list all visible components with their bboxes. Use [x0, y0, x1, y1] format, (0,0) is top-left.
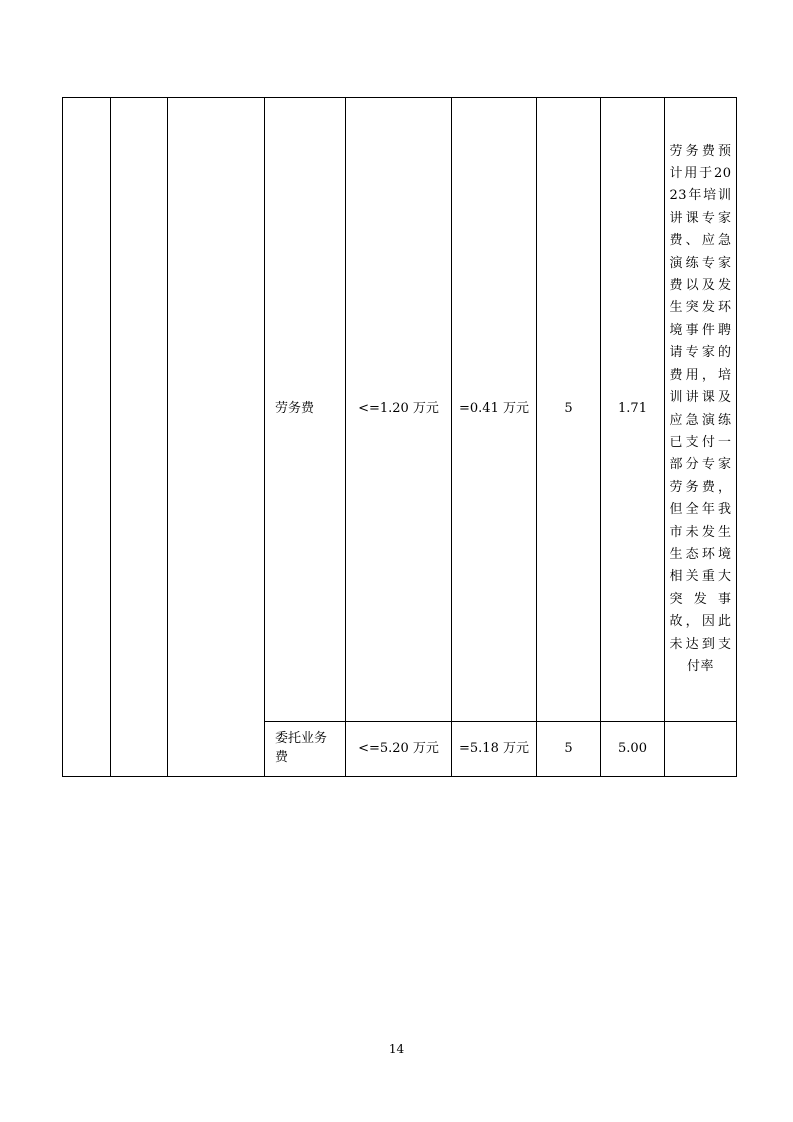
actual-cell: =0.41 万元 [452, 98, 537, 722]
weight-cell: 5 [537, 98, 601, 722]
note-text: 劳务费预计用于2023年培训讲课专家费、应急演练专家费以及发生突发环境事件聘请专家的费用，培训讲课及应急演练已支付一部分专家劳务费，但全年我市未发生生态环境相关重大突发事故，因此未达到支付率 [669, 143, 732, 674]
note-cell [665, 98, 737, 722]
note-cell [665, 722, 737, 777]
table-row [63, 98, 737, 722]
target-cell: <=1.20 万元 [346, 98, 452, 722]
item-cell: 委托业务费 [265, 722, 346, 777]
weight-cell: 5 [537, 722, 601, 777]
performance-table [62, 97, 737, 777]
score-cell: 1.71 [601, 98, 665, 722]
subcategory-cell [111, 98, 168, 777]
item-cell: 劳务费 [265, 98, 346, 722]
score-cell: 5.00 [601, 722, 665, 777]
indicator-cell [168, 98, 265, 777]
page-number: 14 [388, 1042, 405, 1056]
category-cell [63, 98, 111, 777]
actual-cell: =5.18 万元 [452, 722, 537, 777]
target-cell: <=5.20 万元 [346, 722, 452, 777]
